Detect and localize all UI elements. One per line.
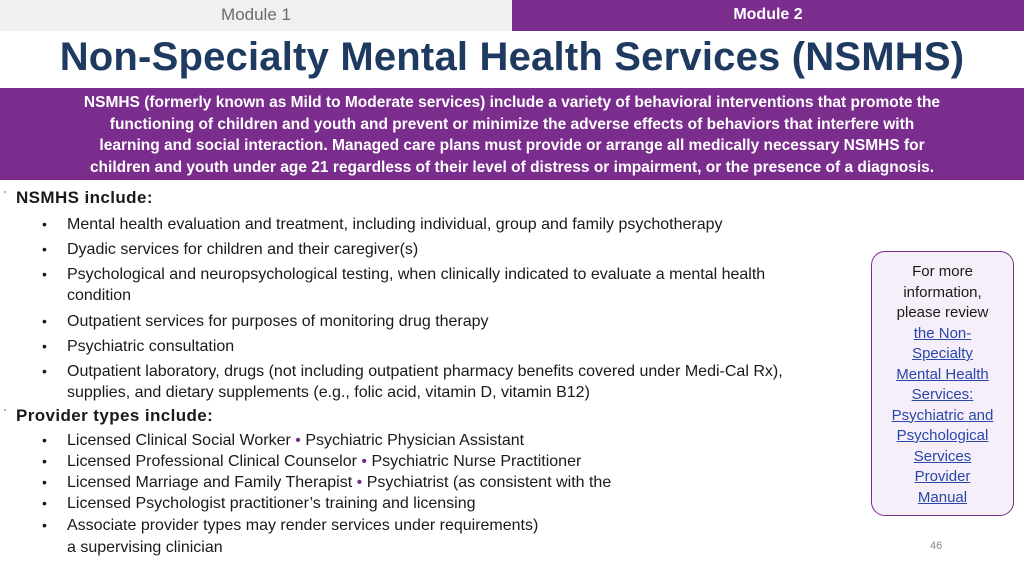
bullet-icon: •: [42, 495, 47, 511]
services-heading: NSMHS include:: [16, 188, 153, 207]
list-item-text: Outpatient services for purposes of monitoring drug therapy: [67, 313, 489, 330]
banner-line: learning and social interaction. Managed care plans must provide or arrange all medically necessary NSMHS for: [99, 137, 925, 154]
intro-banner: [0, 88, 1024, 180]
separator-dot: •: [361, 453, 367, 470]
bullet-icon: •: [42, 363, 47, 379]
list-item-text: Associate provider types may render services under requirements): [67, 517, 539, 534]
manual-link[interactable]: Services: [913, 447, 972, 465]
provider-type: Psychiatric Physician Assistant: [305, 432, 525, 449]
bullet-icon: •: [42, 241, 47, 257]
list-item-text: Mental health evaluation and treatment, including individual, group and family psychotherapy: [67, 216, 723, 233]
bullet-icon: •: [42, 216, 47, 232]
bullet-icon: •: [42, 474, 47, 490]
info-text: please review: [896, 304, 989, 321]
list-item-text: Psychiatric consultation: [67, 338, 235, 355]
provider-type: Psychiatrist (as consistent with the: [366, 474, 612, 491]
manual-link[interactable]: the Non-: [913, 324, 972, 342]
tab-module-1[interactable]: Module 1: [0, 0, 512, 31]
page-number: 46: [930, 540, 943, 552]
provider-type: Licensed Clinical Social Worker: [67, 432, 291, 449]
tab-module-2[interactable]: Module 2: [512, 0, 1024, 31]
list-item-text: Outpatient laboratory, drugs (not including outpatient pharmacy benefits covered under Medi-Cal Rx), supplies, and dietary supplements (e.g., folic acid, vitamin D, vitamin B12): [67, 363, 783, 401]
list-item-text: Licensed Psychologist practitioner’s training and licensing: [67, 495, 476, 512]
manual-link[interactable]: Services:: [911, 386, 974, 403]
provider-type: Licensed Marriage and Family Therapist: [67, 474, 353, 491]
banner-line: NSMHS (formerly known as Mild to Moderate services) include a variety of behavioral interventions that promote the: [83, 94, 941, 111]
provider-type: Licensed Professional Clinical Counselor: [67, 453, 357, 470]
banner-line: functioning of children and youth and prevent or minimize the adverse effects of behaviors that interfere with: [109, 115, 915, 133]
manual-link[interactable]: Provider: [914, 468, 971, 485]
bullet-icon: •: [42, 453, 47, 469]
banner-line: children and youth under age 21 regardless of their level of distress or impairment, or the presence of a diagnosis.: [89, 158, 935, 176]
bullet-icon: •: [42, 266, 47, 282]
bullet-icon: •: [42, 517, 47, 533]
separator-dot: •: [295, 432, 301, 449]
list-item-text: [67, 472, 832, 493]
manual-link[interactable]: Specialty: [912, 345, 973, 362]
more-info-box: [871, 251, 1014, 516]
manual-link[interactable]: Mental Health: [896, 365, 989, 383]
bullet-icon: •: [42, 313, 47, 329]
module-tabs: [0, 0, 1024, 31]
info-text: information,: [903, 283, 982, 301]
provider-type: Psychiatric Nurse Practitioner: [371, 453, 582, 470]
bullet-icon: •: [42, 338, 47, 354]
section-marker: ': [4, 190, 6, 201]
bullet-icon: •: [42, 432, 47, 448]
manual-link[interactable]: Psychological: [896, 427, 989, 444]
separator-dot: •: [356, 474, 363, 491]
list-item-text: Psychological and neuropsychological testing, when clinically indicated to evaluate a mental health condition: [67, 266, 766, 304]
providers-heading: Provider types include:: [16, 406, 214, 425]
manual-link[interactable]: Manual: [917, 488, 968, 506]
section-marker: ': [4, 408, 6, 419]
page-title: Non-Specialty Mental Health Services (NSMHS): [59, 35, 965, 79]
list-item-text: [67, 451, 832, 472]
manual-link[interactable]: Psychiatric and: [891, 406, 994, 424]
list-item-text: a supervising clinician: [67, 539, 223, 556]
info-text: For more: [912, 263, 973, 280]
list-item-text: [67, 430, 832, 451]
list-item-text: Dyadic services for children and their caregiver(s): [67, 241, 419, 258]
